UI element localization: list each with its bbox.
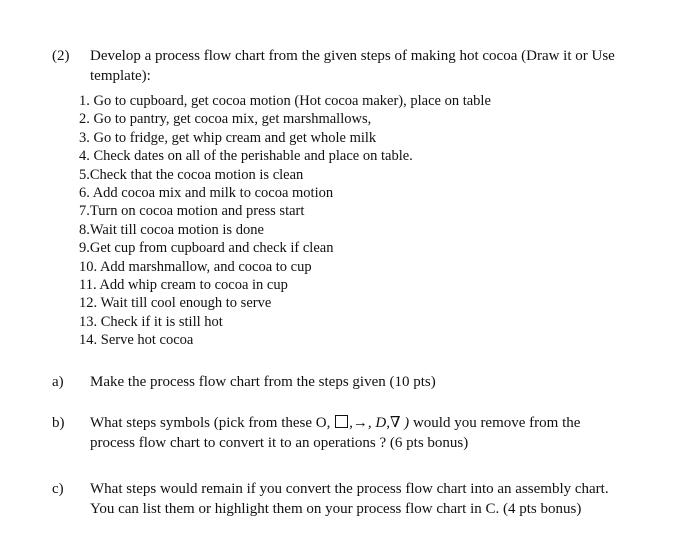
step-item: 11. Add whip cream to cocoa in cup [79, 277, 288, 294]
part-a-label: a) [52, 374, 64, 390]
question-number: (2) [52, 48, 70, 64]
part-c-line-2: You can list them or highlight them on your process flow chart in C. (4 pts bonus) [90, 501, 582, 517]
part-b-text-before: What steps symbols (pick from these O, [90, 415, 335, 431]
step-item: 5.Check that the cocoa motion is clean [79, 166, 304, 183]
step-item: 1. Go to cupboard, get cocoa motion (Hot cocoa maker), place on table [79, 93, 491, 109]
step-item: 2. Go to pantry, get cocoa mix, get marshmallows, [79, 111, 372, 128]
question-prompt-line-2: template): [90, 68, 151, 84]
part-b-text-after: would you remove from the [409, 415, 581, 431]
square-symbol-icon [335, 415, 348, 428]
part-c-line-1: What steps would remain if you convert the process flow chart into an assembly chart. [90, 481, 609, 497]
steps-list [79, 92, 491, 350]
step-item: 13. Check if it is still hot [79, 313, 223, 330]
part-c-text [90, 479, 670, 519]
question-prompt-line-1: Develop a process flow chart from the given steps of making hot cocoa (Draw it or Use [90, 48, 615, 64]
step-item: 7.Turn on cocoa motion and press start [79, 203, 305, 220]
step-item: 12. Wait till cool enough to serve [79, 295, 272, 312]
step-item: 9.Get cup from cupboard and check if clean [79, 240, 334, 257]
part-c-label: c) [52, 481, 64, 497]
part-b-text [90, 413, 670, 453]
part-b-line-2: process flow chart to convert it to an operations ? (6 pts bonus) [90, 435, 469, 451]
question-prompt [90, 46, 670, 86]
step-item: 14. Serve hot cocoa [79, 332, 194, 349]
part-b-label: b) [52, 415, 65, 431]
step-item: 3. Go to fridge, get whip cream and get whole milk [79, 129, 377, 146]
step-item: 4. Check dates on all of the perishable and place on table. [79, 148, 413, 165]
step-item: 8.Wait till cocoa motion is done [79, 221, 264, 238]
flow-symbols: ,→, D,∇ ) [349, 415, 410, 431]
part-a-text: Make the process flow chart from the steps given (10 pts) [90, 374, 436, 390]
step-item: 10. Add marshmallow, and cocoa to cup [79, 258, 312, 275]
part-b-line-1 [90, 413, 670, 433]
step-item: 6. Add cocoa mix and milk to cocoa motion [79, 185, 334, 202]
